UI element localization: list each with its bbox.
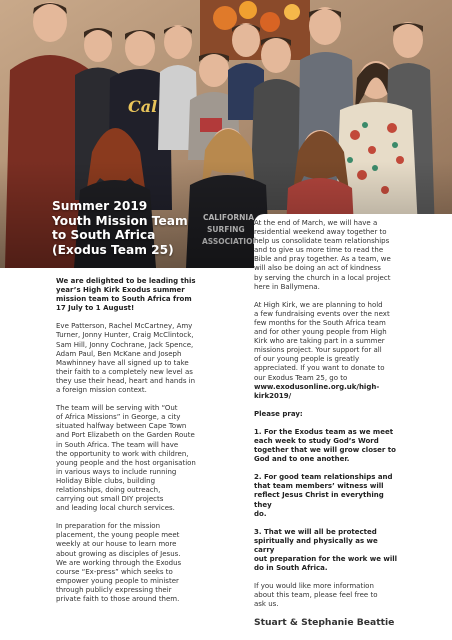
headline-line: (Exodus Team 25) xyxy=(52,242,174,257)
intro-paragraph: We are delighted to be leading this year’s High Kirk Exodus summer mission team to South Africa from 17 July to 1 August! xyxy=(56,277,196,313)
team-members-paragraph: Eve Patterson, Rachel McCartney, Amy Turner, Jonny Hunter, Craig McClintock, Sam Hill, Jonny Cochrane, Jack Spence, Adam Paul, Ben McKane and Joseph Mawhinney have all signed up to take their faith to a completely new level as they use their head, heart and hands in a foreign mission context. xyxy=(56,322,196,395)
right-column xyxy=(254,214,452,634)
donate-link[interactable]: www.exodusonline.org.uk/high- kirk2019/ xyxy=(254,382,380,400)
residential-paragraph: At the end of March, we will have a residential weekend away together to help us consolidate team relationships and to give us more time to read the Bible and pray together. As a team, we will also be doing an act of kindness by serving the church in a local project here in Ballymena. xyxy=(254,219,391,291)
left-column xyxy=(56,277,246,613)
preparation-paragraph: In preparation for the mission placement, the young people meet weekly at our house to learn more about growing as disciples of Jesus. We are working through the Exodus course “Ex-press” which seeks to empower young people to minister through publicly expressing their private faith to those around them. xyxy=(56,522,182,603)
article-headline xyxy=(52,199,252,257)
prayer-item: 1. For the Exodus team as we meet each week to study God’s Word together that we will grow closer to God and to one another. xyxy=(254,427,396,464)
signature: Stuart & Stephanie Beattie xyxy=(254,617,395,629)
prayer-item: 2. For good team relationships and that team members’ witness will reflect Jesus Christ in everything they do. xyxy=(254,473,393,518)
contact-paragraph: If you would like more information about this team, please feel free to ask us. xyxy=(254,582,378,609)
pray-heading: Please pray: xyxy=(254,409,303,418)
headline-line: to South Africa xyxy=(52,228,156,243)
headline-line: Summer 2019 xyxy=(52,199,148,213)
prayer-item: 3. That we will all be protected spiritually and physically as we carry out preparation for the work we will do in South Africa. xyxy=(254,527,398,573)
fundraising-paragraph: At High Kirk, we are planning to hold a few fundraising events over the next few months for the South Africa team and for other young people from High Kirk who are taking part in a summer missions project. Your support for all of our young people is greatly appreciated. If you want to donate to our Exodus Team 25, go to www.exodusonline.org.uk/high- kirk2019/ xyxy=(254,300,390,400)
serving-paragraph: The team will be serving with “Out of Africa Missions” in George, a city situated halfway between Cape Town and Port Elizabeth on the Garden Route in South Africa. The team will have the opportunity to work with children, young people and the host organisation in various ways to include running Holiday Bible clubs, building relationships, doing outreach, carrying out small DIY projects and leading local church services. xyxy=(56,404,196,513)
headline-line: Youth Mission Team xyxy=(52,213,188,228)
